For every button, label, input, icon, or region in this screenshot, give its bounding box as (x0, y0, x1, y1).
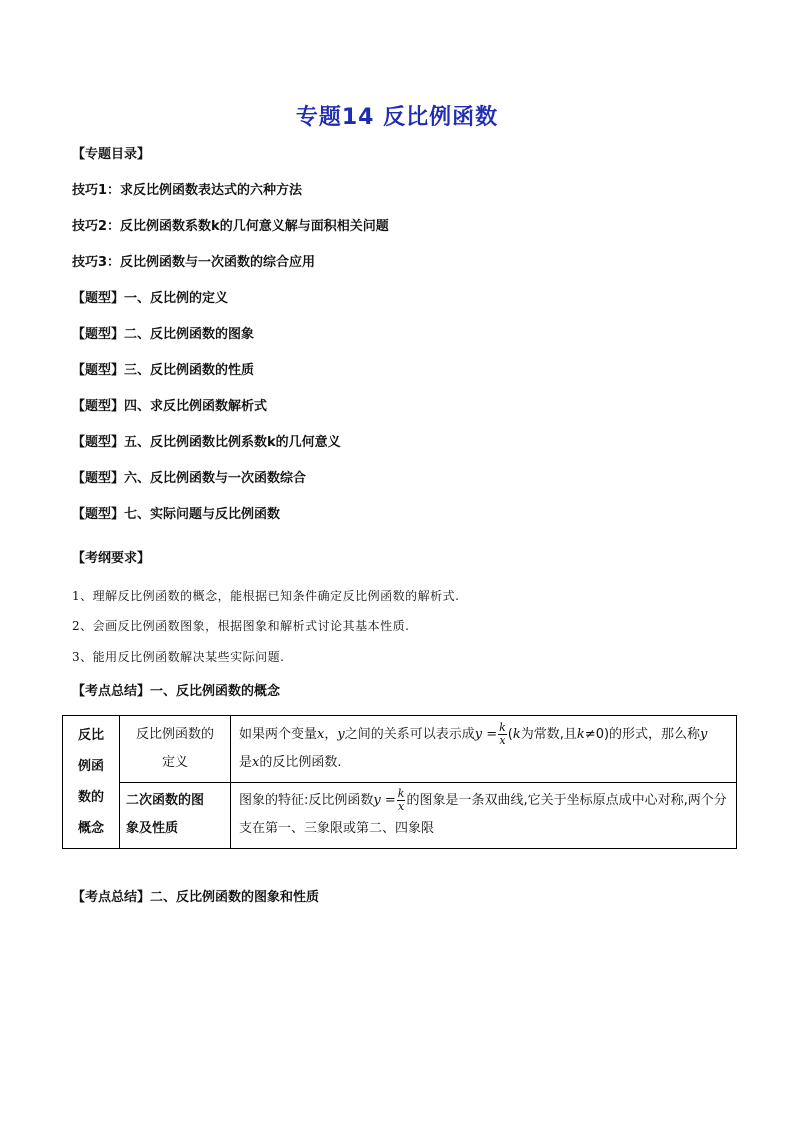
toc-item: 【题型】二、反比例函数的图象 (72, 327, 255, 342)
term-definition: 反比例函数的定义 (135, 726, 214, 770)
term-graph-properties: 二次函数的图象及性质 (126, 793, 205, 837)
concept-table (62, 715, 737, 849)
requirements-heading: 【考纲要求】 (72, 551, 151, 566)
equation-lhs: y = (373, 793, 396, 809)
toc-item: 【题型】五、反比例函数比例系数k的几何意义 (72, 435, 341, 450)
group-label: 反比例函数的概念 (77, 728, 104, 836)
desc-text: 是 (239, 754, 253, 770)
toc-item: 【题型】七、实际问题与反比例函数 (72, 507, 281, 522)
requirement-item: 2、会画反比例函数图象，根据图象和解析式讨论其基本性质. (72, 619, 410, 633)
var-k: k (576, 726, 585, 742)
toc-item: 技巧2：反比例函数系数k的几何意义解与面积相关问题 (72, 219, 389, 234)
fraction-denominator: x (397, 800, 405, 814)
desc-text: ≠0)的形式，那么称 (584, 726, 701, 742)
equation-lhs: y = (474, 726, 498, 742)
fraction-numerator: k (397, 787, 405, 801)
toc-item: 【题型】四、求反比例函数解析式 (72, 399, 268, 414)
desc-text: 的图象是一条双曲线,它关于坐标原点成中心对称,两个分支在第一、三象限或第二、四象限 (239, 793, 727, 837)
fraction-numerator: k (499, 720, 506, 734)
fraction (397, 788, 406, 813)
desc-text: ( (507, 726, 513, 742)
table-row (63, 716, 737, 783)
requirement-item: 3、能用反比例函数解决某些实际问题. (72, 650, 285, 664)
requirement-item: 1、理解反比例函数的概念，能根据已知条件确定反比例函数的解析式. (72, 589, 460, 603)
toc-item: 技巧3：反比例函数与一次函数的综合应用 (72, 255, 316, 270)
desc-text: 的反比例函数. (259, 754, 342, 770)
term-cell (120, 782, 231, 849)
desc-text: 如果两个变量 (239, 726, 318, 742)
var-y: y (337, 726, 345, 742)
toc-item: 【题型】一、反比例的定义 (72, 291, 229, 306)
term-cell (120, 716, 231, 783)
group-label-cell (63, 716, 120, 849)
fraction (498, 722, 507, 747)
var-k: k (512, 726, 521, 742)
toc-item: 【题型】六、反比例函数与一次函数综合 (72, 471, 307, 486)
toc-item: 技巧1：求反比例函数表达式的六种方法 (72, 183, 303, 198)
var-x: x (317, 726, 325, 742)
summary-heading-2: 【考点总结】二、反比例函数的图象和性质 (72, 890, 320, 905)
desc-text: 图象的特征:反比例函数 (239, 793, 374, 809)
desc-cell (231, 782, 737, 849)
table-row (63, 782, 737, 849)
var-y: y (700, 726, 708, 742)
desc-text: 为常数,且 (520, 726, 577, 742)
toc-item: 【题型】三、反比例函数的性质 (72, 363, 255, 378)
fraction-denominator: x (499, 733, 506, 747)
desc-text: ， (324, 726, 338, 742)
summary-heading-1: 【考点总结】一、反比例函数的概念 (72, 684, 281, 699)
desc-cell (231, 716, 737, 783)
var-x: x (252, 754, 260, 770)
page-title: 专题14 反比例函数 (295, 105, 499, 130)
desc-text: 之间的关系可以表示成 (344, 726, 475, 742)
toc-heading: 【专题目录】 (72, 147, 151, 162)
